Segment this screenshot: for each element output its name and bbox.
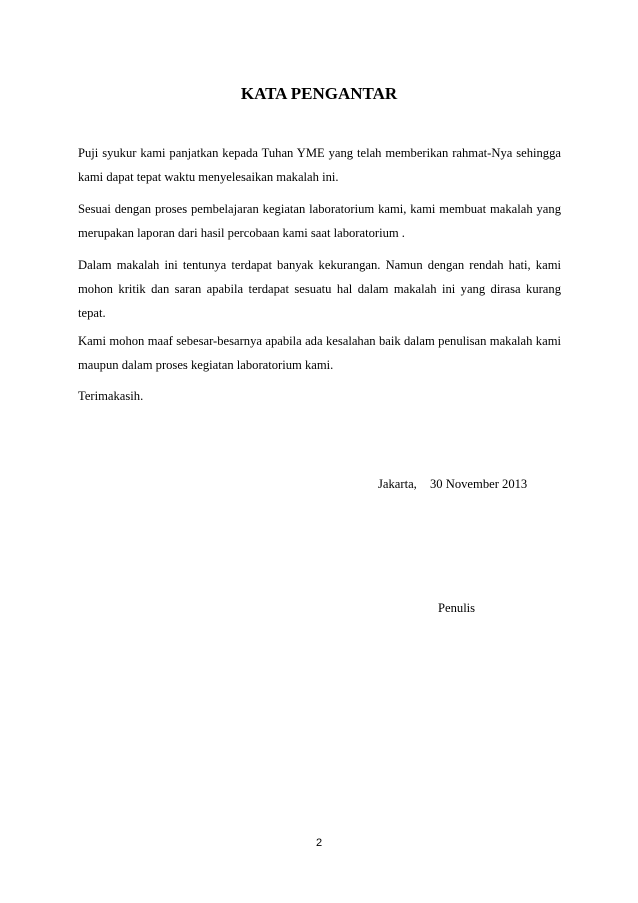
paragraph-gratitude: Puji syukur kami panjatkan kepada Tuhan YME yang telah memberikan rahmat-Nya sehingga kami dapat tepat waktu menyelesaikan makalah ini. [78, 146, 561, 184]
place-date-line [378, 474, 527, 494]
paragraph-purpose: Sesuai dengan proses pembelajaran kegiatan laboratorium kami, kami membuat makalah yang merupakan laporan dari hasil percobaan kami saat laboratorium . [78, 202, 561, 240]
author-signature: Penulis [438, 601, 476, 615]
paragraph-apology: Kami mohon maaf sebesar-besarnya apabila ada kesalahan baik dalam penulisan makalah kami maupun dalam proses kegiatan laboratorium kami. [78, 334, 561, 372]
place-text: Jakarta, [378, 477, 417, 491]
page-number: 2 [315, 837, 323, 849]
paragraph-shortcomings: Dalam makalah ini tentunya terdapat banyak kekurangan. Namun dengan rendah hati, kami mohon kritik dan saran apabila terdapat sesuatu hal dalam makalah ini yang dirasa kurang tepat. [78, 258, 561, 320]
page-title: KATA PENGANTAR [240, 84, 398, 103]
paragraph-thanks: Terimakasih. [78, 389, 144, 403]
date-text: 30 November 2013 [430, 477, 528, 491]
